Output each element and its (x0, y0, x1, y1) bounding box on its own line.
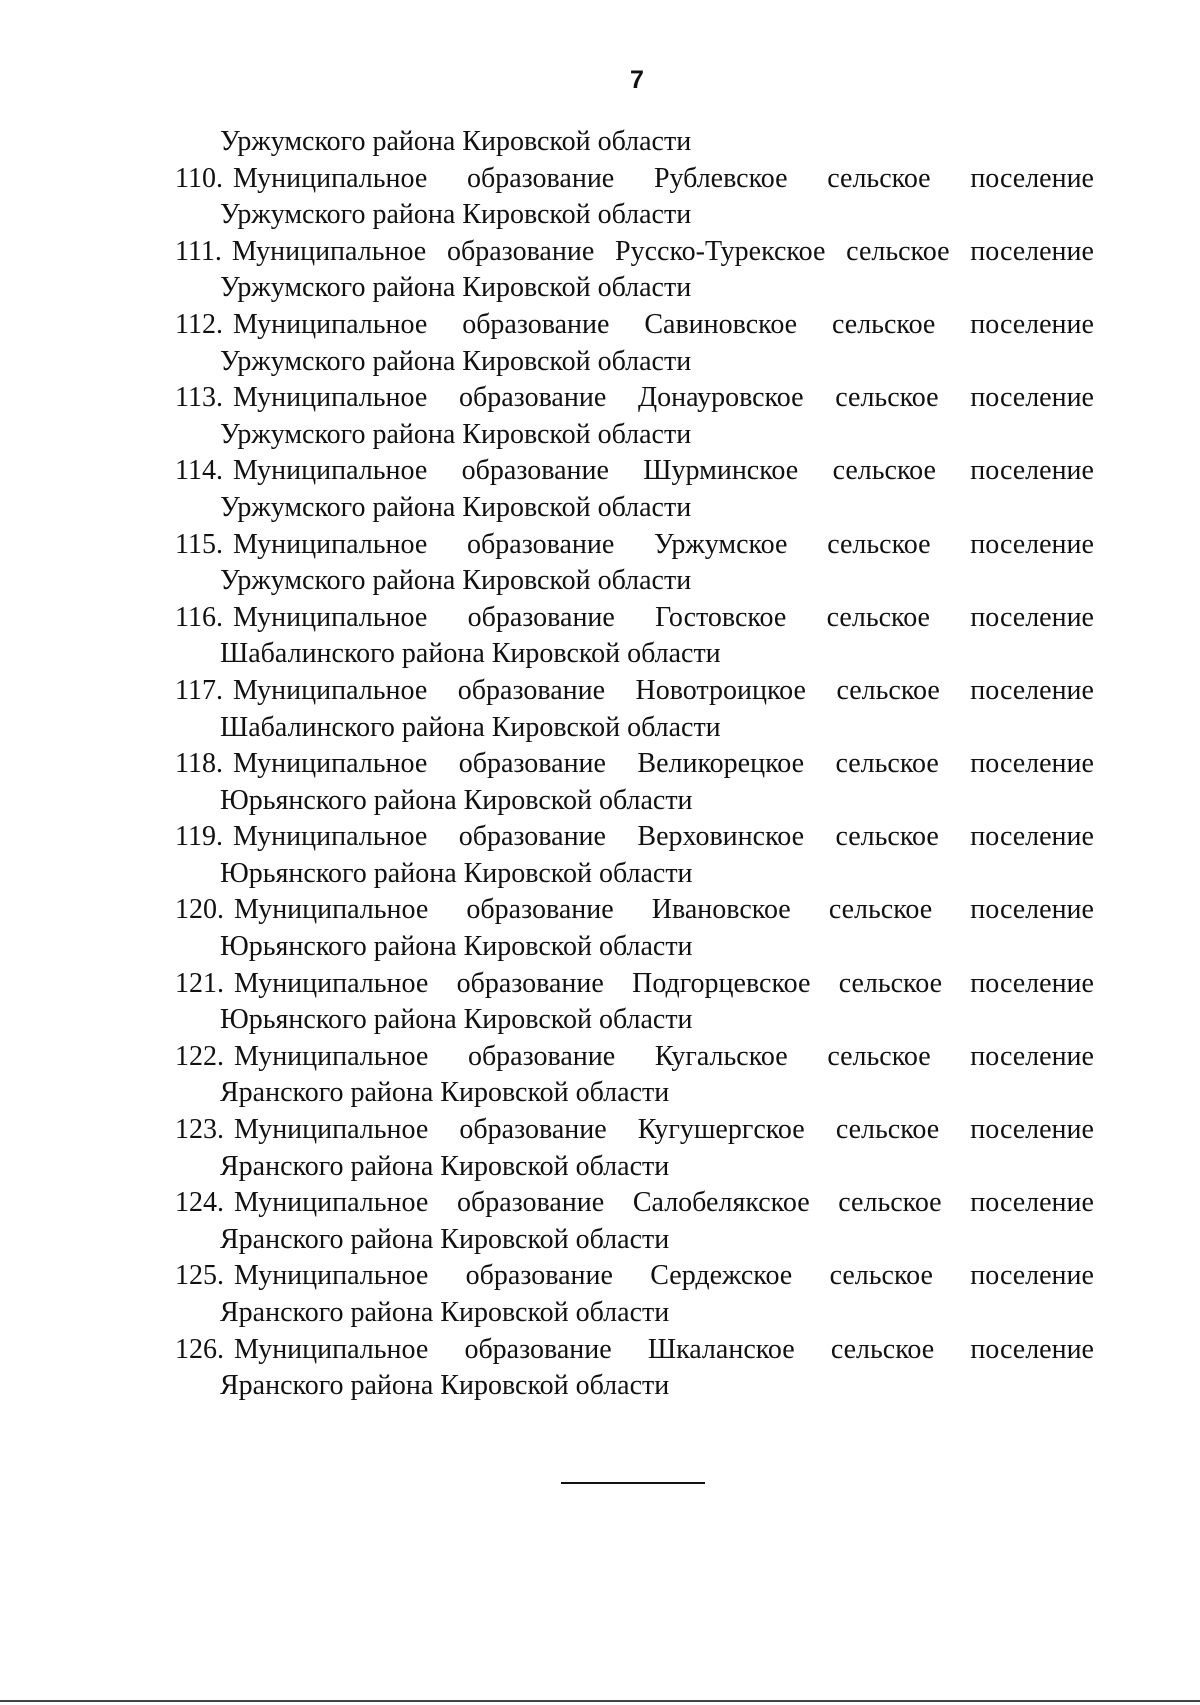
list-item-word: Муниципальное (232, 308, 428, 340)
list-item-word: поселение (970, 674, 1094, 706)
page-number: 7 (630, 66, 644, 94)
list-item-word: Донауровское (637, 382, 804, 414)
list-item-word: Гостовское (655, 601, 787, 633)
list-item-word: образование (458, 821, 606, 853)
list-item-line (0, 234, 1094, 271)
list-item-number: 113. (175, 382, 223, 414)
list-item-number: 110. (175, 162, 223, 194)
list-item-word: сельское (832, 308, 936, 340)
list-item-number: 111. (175, 235, 222, 267)
list-item-line (0, 819, 1094, 856)
list-item-line (0, 746, 1094, 783)
list-item-continuation: Уржумского района Кировской области (220, 565, 692, 597)
list-item-line (0, 673, 1094, 710)
list-item-continuation: Яранского района Кировской области (220, 1370, 670, 1402)
list-item-line (0, 1039, 1094, 1076)
list-item-word: образование (464, 1333, 612, 1365)
list-item-word: образование (467, 601, 615, 633)
list-item-number-and-first-word (175, 161, 427, 198)
list-item-word: поселение (970, 1040, 1094, 1072)
list-item-word: образование (466, 162, 615, 194)
list-item-word: поселение (970, 821, 1094, 853)
list-item-word: сельское (832, 455, 936, 487)
list-item-number-and-first-word (175, 1039, 428, 1076)
list-item-word: образование (459, 382, 607, 414)
list-item-line (0, 453, 1094, 490)
list-item-word: Новотроицкое (635, 674, 806, 706)
list-item-word: Кугушергское (637, 1114, 805, 1146)
list-item-word: поселение (970, 235, 1094, 267)
list-item-continuation: Юрьянского района Кировской области (220, 857, 693, 889)
list-item-number-and-first-word (175, 1185, 428, 1222)
list-item-word: Муниципальное (232, 162, 428, 194)
list-item-number-and-first-word (175, 1332, 428, 1369)
list-item-word: Муниципальное (232, 821, 428, 853)
list-item-continuation: Яранского района Кировской области (220, 1297, 670, 1328)
list-item-line (0, 892, 1094, 929)
list-item-number-and-first-word (175, 892, 428, 929)
list-item-word: образование (459, 1114, 607, 1146)
list-item-number: 120. (175, 894, 224, 926)
list-item-word: Уржумское (654, 528, 788, 560)
list-item-word: Муниципальное (234, 1040, 429, 1072)
list-item-number: 116. (175, 601, 223, 633)
list-item-word: поселение (970, 601, 1094, 633)
list-item-word: сельское (838, 1187, 942, 1219)
list-item-word: образование (457, 674, 606, 706)
list-item-word: сельское (838, 967, 943, 999)
list-item-word: сельское (835, 748, 939, 780)
list-item-word: Шурминское (643, 455, 799, 487)
list-item-word: образование (461, 455, 609, 487)
list-item-number-and-first-word (175, 453, 427, 490)
list-item-word: образование (462, 308, 610, 340)
list-item-word: сельское (828, 894, 933, 926)
list-item-continuation: Уржумского района Кировской области (220, 272, 692, 304)
list-item-continuation: Шабалинского района Кировской области (220, 638, 721, 670)
list-item-word: сельское (846, 235, 950, 267)
list-item-word: образование (456, 1187, 605, 1219)
list-item-word: сельское (826, 601, 930, 633)
list-item-continuation: Яранского района Кировской области (220, 1223, 670, 1255)
list-item-word: Муниципальное (232, 748, 428, 780)
list-item-line (0, 527, 1094, 564)
list-item-number-and-first-word (175, 1258, 428, 1295)
list-item-word: Верховинское (637, 821, 805, 853)
list-item-word: Великорецкое (637, 748, 805, 780)
list-item-continuation: Юрьянского района Кировской области (220, 1004, 693, 1036)
list-item-word: сельское (827, 162, 931, 194)
list-item-word: Салобелякское (632, 1187, 810, 1219)
list-item-word: поселение (970, 162, 1094, 194)
list-item-word: Муниципальное (231, 235, 427, 267)
list-item-line (0, 380, 1094, 417)
list-item-number: 123. (175, 1114, 224, 1146)
list-item-word: сельское (829, 1260, 933, 1292)
list-item-word: образование (465, 1260, 613, 1292)
list-item-word: Муниципальное (234, 1187, 429, 1219)
list-item-line (0, 600, 1094, 637)
list-item-continuation: Уржумского района Кировской области (220, 491, 692, 523)
list-item-word: Муниципальное (232, 674, 428, 706)
list-item-number: 117. (175, 674, 223, 706)
list-item-word: Муниципальное (232, 601, 428, 633)
list-item-word: Муниципальное (234, 1260, 429, 1292)
list-item-word: сельское (836, 674, 940, 706)
list-item-word: поселение (970, 967, 1094, 999)
list-item-line (0, 1112, 1094, 1149)
list-item-word: Русско-Турекское (615, 235, 826, 267)
list-item-word: Шкаланское (647, 1333, 795, 1365)
list-item-line (0, 307, 1094, 344)
list-item-word: образование (467, 528, 615, 560)
list-item-word: поселение (970, 1260, 1094, 1292)
list-item-word: поселение (970, 1333, 1094, 1365)
list-item-word: сельское (835, 382, 939, 414)
list-item-word: поселение (970, 894, 1094, 926)
list-item-word: поселение (970, 748, 1094, 780)
list-item-word: Муниципальное (232, 382, 428, 414)
list-item-word: образование (458, 748, 606, 780)
end-divider (561, 1482, 705, 1484)
list-item-word: Кугальское (654, 1040, 788, 1072)
list-item-word: Муниципальное (232, 528, 428, 560)
list-item-word: Рублевское (653, 162, 788, 194)
list-item-word: сельское (830, 1333, 935, 1365)
list-item-line (0, 1258, 1094, 1295)
list-item-word: сельское (835, 821, 939, 853)
list-item-word: Сердежское (650, 1260, 793, 1292)
list-item-number-and-first-word (175, 966, 428, 1003)
list-item-word: сельское (835, 1114, 940, 1146)
list-item-word: образование (467, 1040, 616, 1072)
list-item-number-and-first-word (175, 673, 427, 710)
list-item-number: 118. (175, 748, 223, 780)
list-item-word: поселение (970, 308, 1094, 340)
list-item-number-and-first-word (175, 307, 427, 344)
list-item-continuation: Уржумского района Кировской области (220, 199, 692, 231)
list-item-continuation: Уржумского района Кировской области (220, 418, 692, 450)
list-item-line (0, 1332, 1094, 1369)
list-item-word: образование (447, 235, 595, 267)
list-item-line (0, 1185, 1094, 1222)
list-item-continuation: Юрьянского района Кировской области (220, 784, 693, 816)
list-item-line (0, 161, 1094, 198)
scan-bottom-edge (0, 1700, 1200, 1702)
list-item-word: сельское (827, 1040, 931, 1072)
list-item-word: Муниципальное (234, 967, 429, 999)
list-item-line (0, 966, 1094, 1003)
list-item-number-and-first-word (175, 600, 427, 637)
list-item-number: 119. (175, 821, 223, 853)
list-item-word: Подгорцевское (632, 967, 811, 999)
list-item-word: поселение (970, 382, 1094, 414)
list-item-word: Муниципальное (234, 1333, 429, 1365)
list-item-continuation: Уржумского района Кировской области (220, 345, 692, 377)
list-item-word: поселение (970, 1187, 1094, 1219)
list-item-word: поселение (970, 455, 1094, 487)
list-item-number-and-first-word (175, 819, 427, 856)
list-item-word: образование (466, 894, 614, 926)
list-item-number-and-first-word (175, 234, 426, 271)
list-item-word: образование (456, 967, 604, 999)
list-item-continuation: Яранского района Кировской области (220, 1150, 670, 1182)
list-item-number: 122. (175, 1040, 224, 1072)
list-item-word: Муниципальное (232, 455, 428, 487)
list-item-number: 125. (175, 1260, 224, 1292)
list-item-number: 121. (175, 967, 224, 999)
list-item-number: 126. (175, 1333, 224, 1365)
list-item-word: Ивановское (651, 894, 791, 926)
list-item-word: Савиновское (644, 308, 798, 340)
list-item-continuation: Шабалинского района Кировской области (220, 711, 721, 743)
list-item-continuation: Яранского района Кировской области (220, 1077, 670, 1109)
list-item-number-and-first-word (175, 746, 427, 783)
list-item-number: 112. (175, 308, 223, 340)
municipality-list (0, 124, 1200, 1405)
list-continuation-line: Уржумского района Кировской области (220, 126, 692, 157)
list-item-word: Муниципальное (234, 894, 429, 926)
list-item-number: 115. (175, 528, 223, 560)
list-item-word: Муниципальное (234, 1114, 429, 1146)
list-item-number-and-first-word (175, 380, 427, 417)
list-item-word: сельское (827, 528, 931, 560)
list-item-word: поселение (970, 1114, 1094, 1146)
list-item-number: 114. (175, 455, 223, 487)
list-item-number-and-first-word (175, 527, 427, 564)
list-item-number-and-first-word (175, 1112, 428, 1149)
list-item-word: поселение (970, 528, 1094, 560)
list-item-continuation: Юрьянского района Кировской области (220, 931, 693, 963)
list-item-number: 124. (175, 1187, 224, 1219)
